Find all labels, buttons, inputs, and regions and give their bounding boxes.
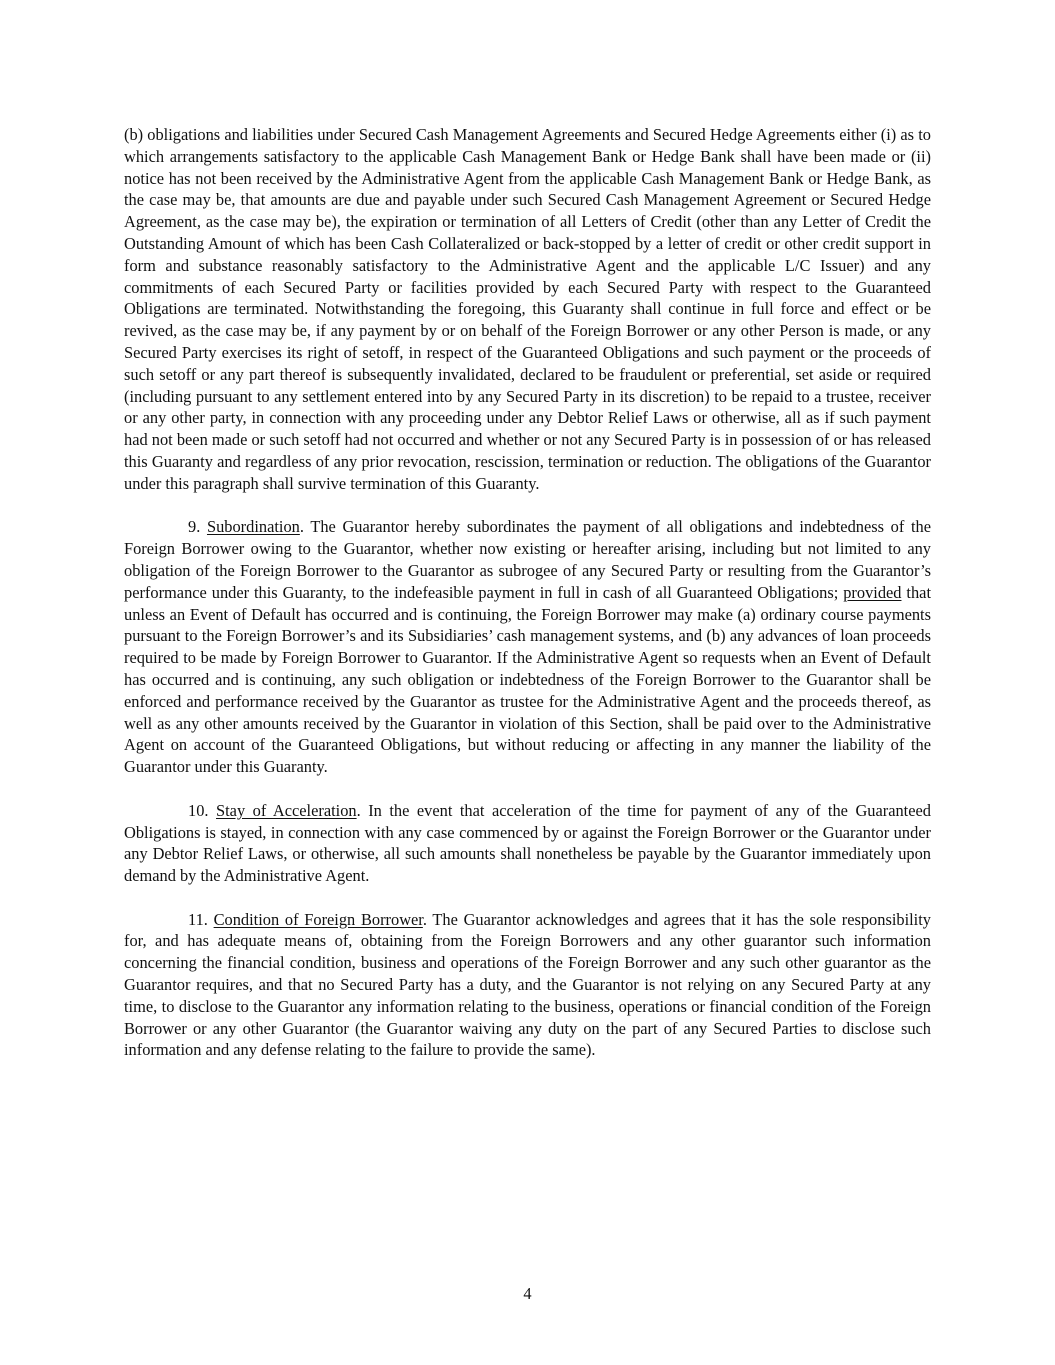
section-number: 11. <box>188 909 208 929</box>
section-number: 9. <box>188 517 201 537</box>
document-page <box>124 124 931 1083</box>
section-heading: Subordination <box>206 517 300 537</box>
section-10-stay-of-acceleration <box>124 800 931 887</box>
paragraph-b-obligations <box>124 124 931 495</box>
section-text: . The Guarantor acknowledges and agrees that it has the sole responsibility for, and has adequate means of, obtaining from the Foreign Borrowers and any other guarantor such information concerning the financial condition, business and operations of the Foreign Borrower and any such other guarantor as the Guarantor requires, and that no Secured Party has a duty, and the Guarantor is not relying on any Secured Party at any time, to disclose to the Guarantor any information relating to the business, operations or financial condition of the Foreign Borrower or any other Guarantor (the Guarantor waiving any duty on the part of any Secured Parties to disclose such information and any defense relating to the failure to provide the same). <box>124 909 931 1060</box>
section-heading: Stay of Acceleration <box>216 800 357 820</box>
section-text: . The Guarantor hereby subordinates the payment of all obligations and indebtedness of the Foreign Borrower owing to the Guarantor, whether now existing or hereafter arising, including but not limited to any obligation of the Foreign Borrower to the Guarantor as subrogee of any Secured Party or resulting from the Guarantor’s performance under this Guaranty, to the indefeasible payment in full in cash of all Guaranteed Obligations; <box>124 517 931 602</box>
section-text: that unless an Event of Default has occurred and is continuing, the Foreign Borrower may make (a) ordinary course payments pursuant to the Foreign Borrower’s and its Subsidiaries’ cash management systems, and (b) any advances of loan proceeds required to be made by Foreign Borrower to Guarantor. If the Administrative Agent so requests when an Event of Default has occurred and is continuing, any such obligation or indebtedness of the Foreign Borrower to the Guarantor shall be enforced and performance received by the Guarantor as trustee for the Administrative Agent and the proceeds thereof, as well as any other amounts received by the Guarantor in violation of this Section, shall be paid over to the Administrative Agent on account of the Guaranteed Obligations, but without reducing or affecting in any manner the liability of the Guarantor under this Guaranty. <box>124 582 931 777</box>
section-heading: Condition of Foreign Borrower <box>213 909 423 929</box>
page-number: 4 <box>523 1284 532 1303</box>
section-9-subordination <box>124 516 931 778</box>
section-text: . In the event that acceleration of the time for payment of any of the Guaranteed Obligations is stayed, in connection with any case commenced by or against the Foreign Borrower or the Guarantor under any Debtor Relief Laws, or otherwise, all such amounts shall nonetheless be payable by the Guarantor immediately upon demand by the Administrative Agent. <box>124 800 931 886</box>
section-11-condition-of-foreign-borrower <box>124 909 931 1062</box>
paragraph-text: (b) obligations and liabilities under Secured Cash Management Agreements and Secured Hedge Agreements either (i) as to which arrangements satisfactory to the applicable Cash Management Bank or Hedge Bank shall have been made or (ii) notice has not been received by the Administrative Agent from the applicable Cash Management Bank or Hedge Bank, as the case may be, that amounts are due and payable under such Secured Cash Management Agreement or Secured Hedge Agreement, as the case may be), the expiration or termination of all Letters of Credit (other than any Letter of Credit the Outstanding Amount of which has been Cash Collateralized or back-stopped by a letter of credit or other credit support in form and substance reasonably satisfactory to the Administrative Agent and the applicable L/C Issuer) and any commitments of each Secured Party or facilities provided by each Secured Party with respect to the Guaranteed Obligations are terminated. Notwithstanding the foregoing, this Guaranty shall continue in full force and effect or be revived, as the case may be, if any payment by or on behalf of the Foreign Borrower or any other Person is made, or any Secured Party exercises its right of setoff, in respect of the Guaranteed Obligations and such payment or the proceeds of such setoff or any part thereof is subsequently invalidated, declared to be fraudulent or preferential, set aside or required (including pursuant to any settlement entered into by any Secured Party in its discretion) to be repaid to a trustee, receiver or any other party, in connection with any proceeding under any Debtor Relief Laws or otherwise, all as if such payment had not been made or such setoff had not occurred and whether or not any Secured Party is in possession of or has released this Guaranty and regardless of any prior revocation, rescission, termination or reduction. The obligations of the Guarantor under this paragraph shall survive termination of this Guaranty. <box>124 125 931 493</box>
provided-term: provided <box>843 582 902 602</box>
section-number: 10. <box>188 800 209 820</box>
